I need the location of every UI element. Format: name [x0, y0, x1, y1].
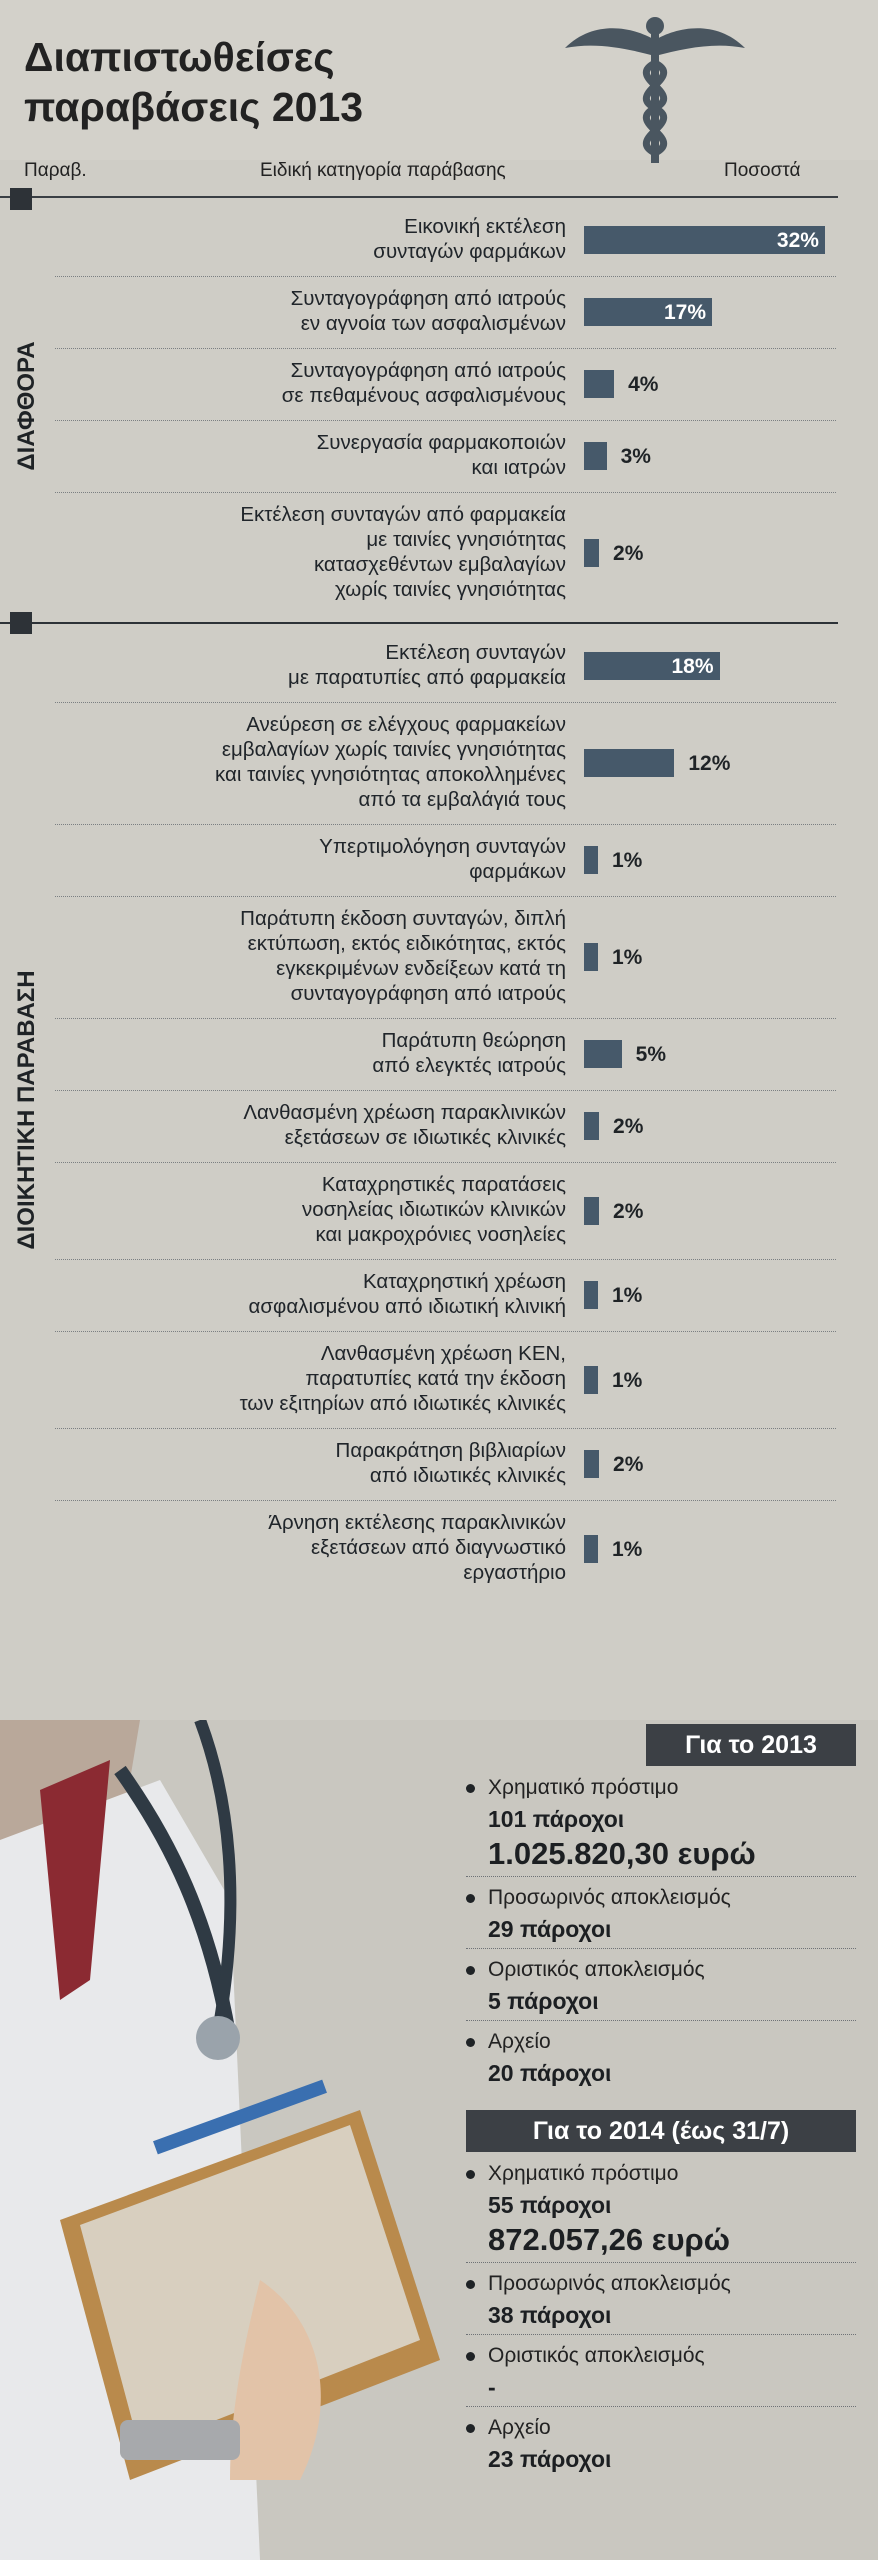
stat-label: Αρχείο — [488, 2030, 551, 2053]
bar — [584, 370, 614, 398]
stat-value: 55 πάροχοι — [488, 2192, 612, 2218]
bar — [584, 1197, 599, 1225]
row-separator — [55, 492, 836, 493]
stat-separator — [466, 2334, 856, 2335]
bar — [584, 749, 674, 777]
doctor-illustration-icon — [0, 1720, 460, 2560]
row-separator — [55, 420, 836, 421]
bar — [584, 442, 607, 470]
row-separator — [55, 1331, 836, 1332]
bullet-icon — [466, 1894, 475, 1903]
category-label: Εκτέλεση συνταγών από φαρμακεία με ταινίες γνησιότητας κατασχεθέντων εμβαλαγίων χωρίς ταινίες γνησιότητας — [240, 503, 566, 601]
category-label: Παράτυπη θεώρηση από ελεγκτές ιατρούς — [372, 1029, 566, 1077]
stat-item — [466, 1776, 856, 1871]
stat-label: Προσωρινός αποκλεισμός — [488, 1886, 731, 1909]
stat-separator — [466, 1876, 856, 1877]
category-label: Παρακράτηση βιβλιαρίων από ιδιωτικές κλινικές — [335, 1439, 566, 1487]
stat-value: - — [488, 2374, 496, 2400]
data-label: 1% — [612, 849, 643, 872]
stat-item — [466, 2030, 856, 2110]
group-divider — [0, 622, 838, 624]
category-label: Άρνηση εκτέλεσης παρακλινικών εξετάσεων από διαγνωστικό εργαστήριο — [268, 1511, 566, 1584]
bullet-icon — [466, 2424, 475, 2433]
bar — [584, 1281, 598, 1309]
row-separator — [55, 896, 836, 897]
stat-value: 29 πάροχοι — [488, 1916, 612, 1942]
stat-value: 5 πάροχοι — [488, 1988, 599, 2014]
group-label: ΔΙΑΦΘΟΡΑ — [13, 341, 40, 471]
row-separator — [55, 1259, 836, 1260]
category-label: Συνταγογράφηση από ιατρούς εν αγνοία των ασφαλισμένων — [290, 287, 566, 335]
category-label: Καταχρηστικές παρατάσεις νοσηλείας ιδιωτικών κλινικών και μακροχρόνιες νοσηλείες — [301, 1173, 566, 1246]
stat-item — [466, 2416, 856, 2496]
data-label: 2% — [613, 1115, 644, 1138]
row-separator — [55, 1018, 836, 1019]
stat-amount: 1.025.820,30 ευρώ — [488, 1836, 756, 1871]
data-label: 2% — [613, 1199, 644, 1223]
stat-label: Οριστικός αποκλεισμός — [488, 2344, 705, 2367]
bar-chart — [0, 198, 878, 1698]
stat-item — [466, 1958, 856, 2038]
bullet-icon — [466, 1784, 475, 1793]
stat-label: Χρηματικό πρόστιμο — [488, 1776, 679, 1799]
category-label: Καταχρηστική χρέωση ασφαλισμένου από ιδιωτική κλινική — [248, 1270, 566, 1318]
category-label: Εκτέλεση συνταγών με παρατυπίες από φαρμακεία — [288, 641, 566, 689]
stat-item — [466, 1886, 856, 1966]
stat-label: Οριστικός αποκλεισμός — [488, 1958, 705, 1981]
data-label: 1% — [612, 1368, 643, 1392]
data-label: 1% — [612, 946, 643, 969]
category-label: Λανθασμένη χρέωση παρακλινικών εξετάσεων σε ιδιωτικές κλινικές — [243, 1101, 566, 1149]
stat-separator — [466, 1948, 856, 1949]
category-label: Εικονική εκτέλεση συνταγών φαρμάκων — [373, 215, 566, 263]
category-label: Ανεύρεση σε ελέγχους φαρμακείων εμβαλαγίων χωρίς ταινίες γνησιότητας και ταινίες γνησιότητας αποκολλημένες από τα εμβαλάγιά τους — [214, 713, 566, 811]
bullet-icon — [466, 2038, 475, 2047]
bar — [584, 1040, 622, 1068]
column-header-percent: Ποσοστά — [724, 160, 801, 181]
data-label: 32% — [776, 229, 819, 252]
row-separator — [55, 824, 836, 825]
bullet-icon — [466, 2280, 475, 2289]
column-header-category: Ειδική κατηγορία παράβασης — [260, 160, 506, 181]
row-separator — [55, 348, 836, 349]
category-label: Υπερτιμολόγηση συνταγών φαρμάκων — [319, 835, 566, 883]
data-label: 2% — [613, 542, 644, 565]
header — [0, 0, 878, 181]
bar — [584, 1535, 598, 1563]
category-label: Λανθασμένη χρέωση ΚΕΝ, παρατυπίες κατά την έκδοση των εξιτηρίων από ιδιωτικές κλινικές — [239, 1342, 566, 1415]
bar — [584, 539, 599, 567]
data-label: 2% — [613, 1453, 644, 1476]
stat-label: Προσωρινός αποκλεισμός — [488, 2272, 731, 2295]
row-separator — [55, 1500, 836, 1501]
row-separator — [55, 702, 836, 703]
stat-value: 20 πάροχοι — [488, 2060, 612, 2086]
data-label: 18% — [671, 655, 714, 678]
category-label: Συνταγογράφηση από ιατρούς σε πεθαμένους ασφαλισμένους — [281, 359, 566, 407]
stat-item — [466, 2162, 856, 2257]
data-label: 1% — [612, 1537, 643, 1561]
data-label: 17% — [663, 301, 706, 324]
stat-separator — [466, 2020, 856, 2021]
stat-label: Χρηματικό πρόστιμο — [488, 2162, 679, 2185]
group-marker — [10, 612, 32, 634]
bar — [584, 846, 598, 874]
row-separator — [55, 1428, 836, 1429]
stat-amount: 872.057,26 ευρώ — [488, 2222, 730, 2257]
stat-value: 38 πάροχοι — [488, 2302, 612, 2328]
stat-separator — [466, 2406, 856, 2407]
stat-value: 101 πάροχοι — [488, 1806, 625, 1832]
data-label: 12% — [688, 752, 731, 775]
data-label: 1% — [612, 1284, 643, 1307]
group-label: ΔΙΟΙΚΗΤΙΚΗ ΠΑΡΑΒΑΣΗ — [13, 969, 40, 1250]
category-label: Συνεργασία φαρμακοποιών και ιατρών — [316, 431, 566, 479]
data-label: 5% — [635, 1043, 666, 1066]
column-header-violation: Παραβ. — [24, 160, 87, 181]
stat-item — [466, 2344, 856, 2424]
year-heading: Για το 2014 (έως 31/7) — [466, 2110, 856, 2152]
bar — [584, 943, 598, 971]
data-label: 4% — [628, 373, 659, 396]
bullet-icon — [466, 1966, 475, 1975]
stat-separator — [466, 2262, 856, 2263]
row-separator — [55, 1162, 836, 1163]
bullet-icon — [466, 2170, 475, 2179]
category-label: Παράτυπη έκδοση συνταγών, διπλή εκτύπωση, εκτός ειδικότητας, εκτός εγκεκριμένων ενδείξεων κατά τη συνταγογράφηση από ιατρούς — [240, 907, 566, 1005]
stat-item — [466, 2272, 856, 2352]
page-title: Διαπιστωθείσες παραβάσεις 2013 — [24, 34, 364, 130]
stat-value: 23 πάροχοι — [488, 2446, 612, 2472]
bar — [584, 1450, 599, 1478]
stat-label: Αρχείο — [488, 2416, 551, 2439]
data-label: 3% — [620, 445, 651, 468]
caduceus-icon — [555, 8, 755, 163]
year-heading: Για το 2013 — [646, 1724, 856, 1766]
row-separator — [55, 276, 836, 277]
bar — [584, 1366, 598, 1394]
bullet-icon — [466, 2352, 475, 2361]
bar — [584, 1112, 599, 1140]
row-separator — [55, 1090, 836, 1091]
